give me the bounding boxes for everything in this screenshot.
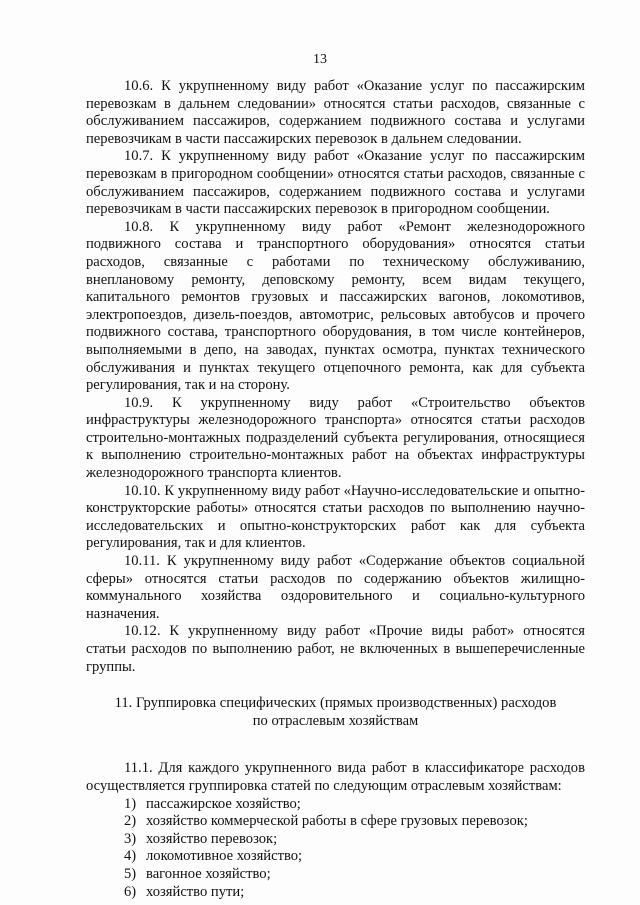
list-item-text: хозяйство пути; — [146, 883, 245, 900]
list-item-number: 2) — [124, 813, 137, 830]
list-item — [86, 884, 585, 902]
paragraph-10-12: 10.12. К укрупненному виду работ «Прочие виды работ» относятся статьи расходов по выполнению работ, не включенных в вышеперечисленные группы. — [86, 623, 585, 675]
list-item-text: хозяйство коммерческой работы в сфере грузовых перевозок; — [146, 813, 528, 830]
paragraph-10-7: 10.7. К укрупненному виду работ «Оказание услуг по пассажирским перевозкам в пригородном сообщении» относятся статьи расходов, связанные с обслуживанием пассажиров, содержанием подвижного состава и услугами перевозчикам в части пассажирских перевозок в пригородном сообщении. — [86, 148, 585, 218]
page-number: 13 — [313, 52, 327, 67]
list-item — [86, 796, 585, 814]
list-item — [86, 866, 585, 884]
list-item — [86, 848, 585, 866]
list-item-text: локомотивное хозяйство; — [146, 848, 303, 865]
economy-list — [86, 796, 585, 902]
paragraph-11-1: 11.1. Для каждого укрупненного вида работ в классификаторе расходов осуществляется группировка статей по следующим отраслевым хозяйствам: — [86, 760, 585, 794]
list-item-number: 1) — [124, 795, 137, 812]
list-item-text: вагонное хозяйство; — [146, 865, 271, 882]
list-item-number: 4) — [124, 848, 137, 865]
section-heading: 11. Группировка специфических (прямых производственных) расходов по отраслевым хозяйствам — [114, 695, 557, 729]
list-item-text: хозяйство перевозок; — [146, 830, 278, 847]
paragraph-10-6: 10.6. К укрупненному виду работ «Оказание услуг по пассажирским перевозкам в дальнем следовании» относятся статьи расходов, связанные с обслуживанием пассажиров, содержанием подвижного состава и услугами перевозчикам в части пассажирских перевозок в дальнем следовании. — [86, 78, 585, 147]
list-item-number: 5) — [124, 865, 137, 882]
list-item — [86, 831, 585, 849]
document-body — [86, 78, 585, 901]
paragraph-10-8: 10.8. К укрупненному виду работ «Ремонт железнодорожного подвижного состава и транспортного оборудования» относятся статьи расходов, связанные с работами по техническому обслуживанию, внеплановому ремонту, деповскому ремонту, всем видам текущего, капитального ремонтов грузовых и пассажирских вагонов, локомотивов, электропоездов, дизель-поездов, автомотрис, рельсовых автобусов и прочего подвижного состава, транспортного оборудования, в том числе контейнеров, выполняемыми в депо, на заводах, пунктах осмотра, пунктах технического обслуживания и пунктах текущего отцепочного ремонта, как для субъекта регулирования, так и на сторону. — [86, 218, 585, 394]
list-item — [86, 813, 585, 831]
list-item-number: 6) — [124, 883, 137, 900]
paragraph-10-10: 10.10. К укрупненному виду работ «Научно-исследовательские и опытно-конструкторские работы» относятся статьи расходов по выполнению научно-исследовательских и опытно-конструкторских работ как для субъекта регулирования, так и для клиентов. — [86, 482, 585, 552]
paragraph-10-9: 10.9. К укрупненному виду работ «Строительство объектов инфраструктуры железнодорожного транспорта» относятся статьи расходов строительно-монтажных подразделений субъекта регулирования, относящиеся к выполнению строительно-монтажных работ на объектах инфраструктуры железнодорожного транспорта клиентов. — [86, 394, 585, 482]
list-item-text: пассажирское хозяйство; — [146, 795, 301, 812]
list-item-number: 3) — [124, 830, 137, 847]
paragraph-10-11: 10.11. К укрупненному виду работ «Содержание объектов социальной сферы» относятся статьи расходов по содержанию объектов жилищно-коммунального хозяйства оздоровительного и социально-культурного назначения. — [86, 553, 585, 622]
